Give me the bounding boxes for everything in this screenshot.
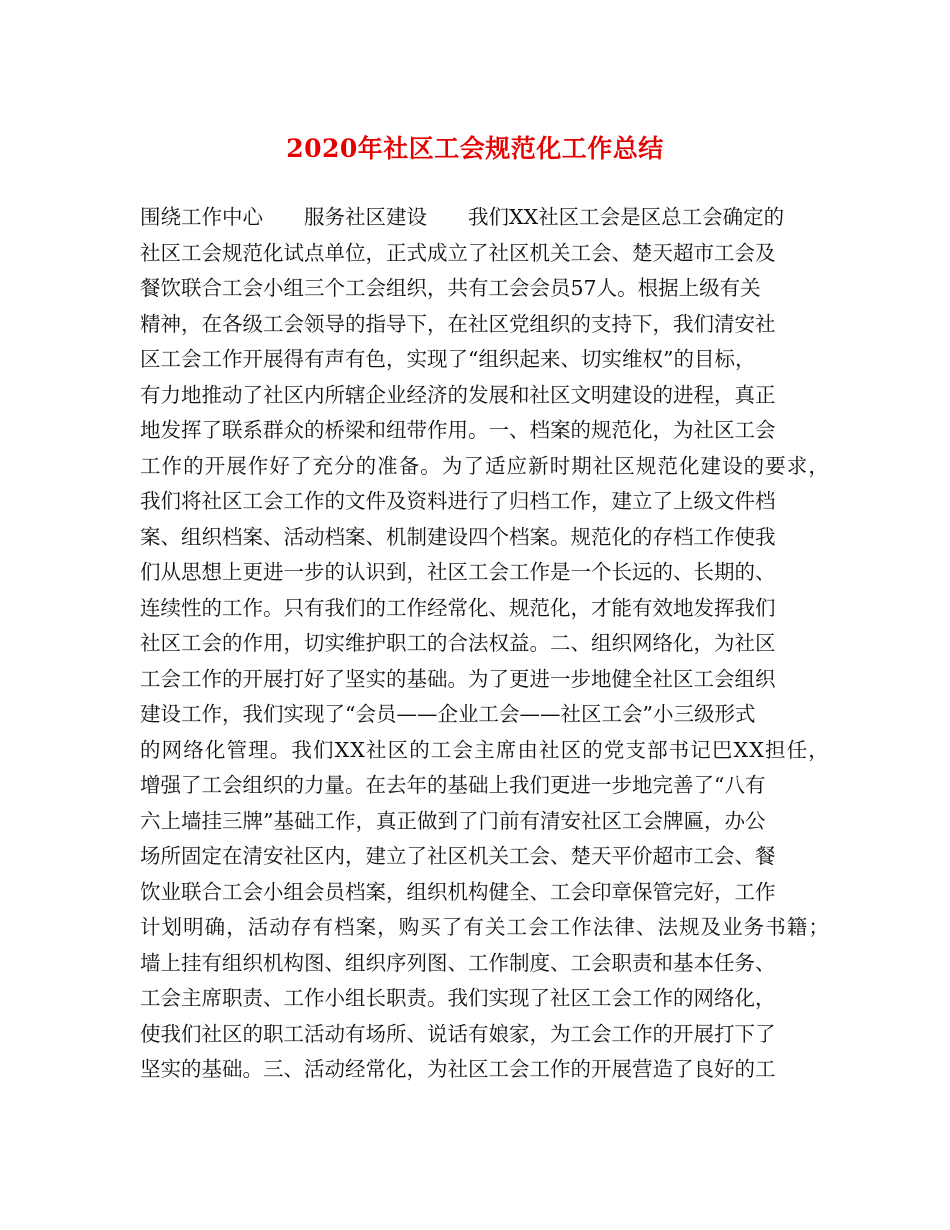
body-text-line: 增强了工会组织的力量。在去年的基础上我们更进一步地完善了“八有 (140, 773, 766, 797)
body-text-line: 们从思想上更进一步的认识到，社区工会工作是一个长远的、长期的、 (140, 560, 776, 584)
body-text-line: 案、组织档案、活动档案、机制建设四个档案。规范化的存档工作使我 (140, 524, 776, 549)
body-text-line: 区工会工作开展得有声有色，实现了“组织起来、切实维权”的目标， (140, 347, 756, 371)
document-title: 2020年社区工会规范化工作总结 (286, 134, 664, 163)
body-text-line: 的网络化管理。我们XX社区的工会主席由社区的党支部书记巴XX担任， (140, 737, 830, 762)
body-text-line: 墙上挂有组织机构图、组织序列图、工作制度、工会职责和基本任务、 (140, 950, 776, 975)
body-text-line: 场所固定在清安社区内，建立了社区机关工会、楚天平价超市工会、餐 (140, 844, 776, 868)
body-text-line: 建设工作，我们实现了“会员——企业工会——社区工会”小三级形式 (140, 702, 756, 726)
body-text-line: 工作的开展作好了充分的准备。为了适应新时期社区规范化建设的要求， (140, 453, 830, 478)
body-text-line: 社区工会规范化试点单位，正式成立了社区机关工会、楚天超市工会及 (140, 240, 776, 265)
body-text-line: 围绕工作中心 服务社区建设 我们XX社区工会是区总工会确定的 (140, 205, 785, 229)
body-text-line: 计划明确，活动存有档案，购买了有关工会工作法律、法规及业务书籍； (140, 915, 830, 939)
body-text-line: 饮业联合工会小组会员档案，组织机构健全、工会印章保管完好，工作 (140, 879, 776, 904)
body-text-line: 工会工作的开展打好了坚实的基础。为了更进一步地健全社区工会组织 (140, 666, 776, 691)
document-body (140, 200, 830, 1088)
body-text-line: 工会主席职责、工作小组长职责。我们实现了社区工会工作的网络化， (140, 986, 776, 1010)
body-text-line: 坚实的基础。三、活动经常化，为社区工会工作的开展营造了良好的工 (140, 1057, 776, 1081)
body-text-line: 有力地推动了社区内所辖企业经济的发展和社区文明建设的进程，真正 (140, 382, 776, 407)
body-text-line: 社区工会的作用，切实维护职工的合法权益。二、组织网络化，为社区 (140, 631, 776, 655)
body-text-line: 餐饮联合工会小组三个工会组织，共有工会会员57人。根据上级有关 (140, 276, 761, 300)
body-text-line: 地发挥了联系群众的桥梁和纽带作用。一、档案的规范化，为社区工会 (140, 418, 776, 442)
body-text-line: 精神，在各级工会领导的指导下，在社区党组织的支持下，我们清安社 (140, 311, 776, 336)
body-text-line: 我们将社区工会工作的文件及资料进行了归档工作，建立了上级文件档 (140, 489, 776, 513)
body-text-line: 连续性的工作。只有我们的工作经常化、规范化，才能有效地发挥我们 (140, 595, 776, 620)
body-text-line: 使我们社区的职工活动有场所、说话有娘家，为工会工作的开展打下了 (140, 1021, 776, 1046)
body-text-line: 六上墙挂三牌”基础工作，真正做到了门前有清安社区工会牌匾，办公 (140, 808, 766, 833)
